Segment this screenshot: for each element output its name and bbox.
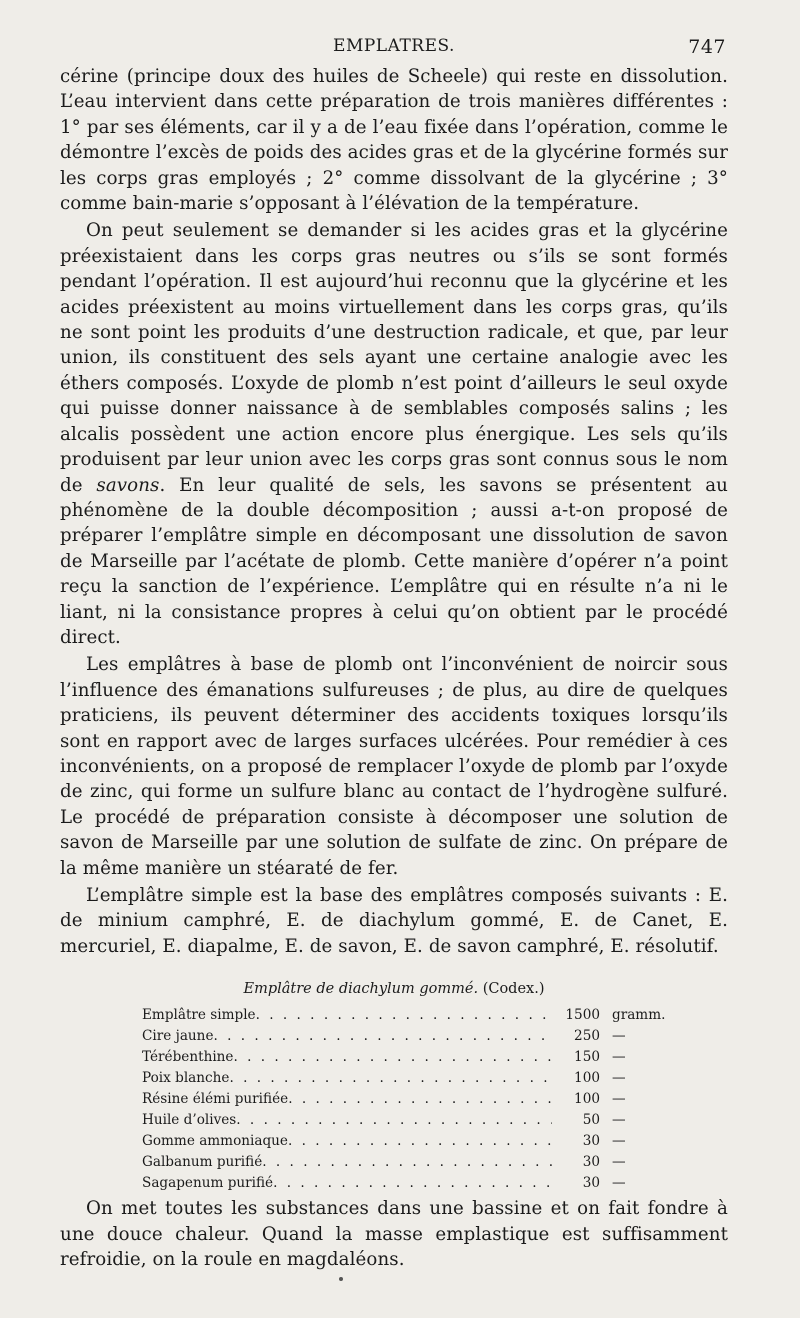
leader-dots xyxy=(288,1089,552,1110)
leader-dots xyxy=(233,1047,552,1068)
ingredient-name: Galbanum purifié xyxy=(142,1154,263,1171)
ingredient-row xyxy=(142,1110,682,1131)
paragraph-preexistence xyxy=(60,218,728,650)
ingredient-name: Emplâtre simple xyxy=(142,1007,256,1024)
leader-dots xyxy=(256,1005,552,1026)
recipe-title: Emplâtre de diachylum gommé. xyxy=(243,981,479,998)
ingredient-name: Poix blanche xyxy=(142,1070,230,1087)
ingredient-unit: — xyxy=(612,1112,626,1129)
ingredient-qty: 30 xyxy=(582,1133,600,1150)
ingredient-name: Résine élémi purifiée xyxy=(142,1091,289,1108)
ingredient-row xyxy=(142,1026,682,1047)
ingredient-unit: — xyxy=(612,1091,626,1108)
italic-term-savons: savons xyxy=(96,474,160,496)
paragraph-plomb-inconvenient: Les emplâtres à base de plomb ont l’inconvénient de noircir sous l’influence des émanations sulfureuses ; de plus, au dire de quelques praticiens, ils peuvent déterminer des accidents toxiques lorsqu’ils sont en rapport avec de larges surfaces ulcérées. Pour remédier à ces inconvénients, on a proposé de remplacer l’oxyde de plomb par l’oxyde de zinc, qui forme un sulfure blanc au contact de l’hydrogène sulfuré. Le procédé de préparation consiste à décomposer une solution de savon de Marseille par une solution de sulfate de zinc. On prépare de la même manière un stéaraté de fer. xyxy=(60,654,728,879)
ingredient-qty: 30 xyxy=(582,1154,600,1171)
ingredient-row xyxy=(142,1152,682,1173)
ingredient-name: Gomme ammoniaque xyxy=(142,1133,288,1150)
ingredient-unit: — xyxy=(612,1070,626,1087)
page-number: 747 xyxy=(688,36,726,58)
ingredient-name: Cire jaune xyxy=(142,1028,214,1045)
paragraph-emplatres-composes: L’emplâtre simple est la base des emplâtres composés suivants : E. de minium camphré, E. de diachylum gommé, E. de Canet, E. mercuriel, E. diapalme, E. de savon, E. de savon camphré, E. résolutif. xyxy=(60,885,728,957)
ingredient-unit: — xyxy=(612,1028,626,1045)
leader-dots xyxy=(288,1131,552,1152)
paragraph-text: . En leur qualité de sels, les savons se présentent au phénomène de la double décomposition ; aussi a-t-on proposé de préparer l’emplâtre simple en décomposant une dissolution de savon de Marseille par l’acétate de plomb. Cette manière d’opérer n’a point reçu la sanction de l’expérience. L’emplâtre qui en résulte n’a ni le liant, ni la consistance propres à celui qu’on obtient par le procédé direct. xyxy=(60,474,728,648)
ingredient-row xyxy=(142,1131,682,1152)
ingredient-qty: 250 xyxy=(574,1028,600,1045)
ingredient-qty: 100 xyxy=(574,1091,600,1108)
ingredient-name: Huile d’olives xyxy=(142,1112,237,1129)
ingredient-unit: — xyxy=(612,1175,626,1192)
ingredient-unit: gramm. xyxy=(612,1007,666,1024)
recipe-heading xyxy=(60,981,728,997)
ingredient-qty: 1500 xyxy=(565,1007,600,1024)
leader-dots xyxy=(214,1026,553,1047)
ingredient-qty: 30 xyxy=(582,1175,600,1192)
ingredient-row xyxy=(142,1089,682,1110)
page-header xyxy=(60,30,728,64)
ingredient-unit: — xyxy=(612,1154,626,1171)
leader-dots xyxy=(236,1110,552,1131)
leader-dots xyxy=(229,1068,552,1089)
leader-dots xyxy=(262,1152,552,1173)
ingredient-unit: — xyxy=(612,1049,626,1066)
leader-dots xyxy=(273,1173,552,1194)
paragraph-continued: cérine (principe doux des huiles de Scheele) qui reste en dissolution. L’eau intervient dans cette préparation de trois manières différentes : 1° par ses éléments, car il y a de l’eau fixée dans l’opération, comme le démontre l’excès de poids des acides gras et de la glycérine formés sur les corps gras employés ; 2° comme dissolvant de la glycérine ; 3° comme bain-marie s’opposant à l’élévation de la température. xyxy=(60,66,728,215)
ingredient-qty: 100 xyxy=(574,1070,600,1087)
ingredient-qty: 150 xyxy=(574,1049,600,1066)
ingredient-row xyxy=(142,1173,682,1194)
book-page xyxy=(60,30,728,1272)
paragraph-closing: On met toutes les substances dans une bassine et on fait fondre à une douce chaleur. Quand la masse emplastique est suffisamment refroidie, on la roule en magdaléons. xyxy=(60,1198,728,1271)
ink-speck xyxy=(339,1277,343,1281)
paragraph-text: On peut seulement se demander si les acides gras et la glycérine préexistaient dans les corps gras neutres ou s’ils se sont formés pendant l’opération. Il est aujourd’hui reconnu que la glycérine et les acides préexistent au moins virtuellement dans les corps gras, qu’ils ne sont point les produits d’une destruction radicale, et que, par leur union, ils constituent des sels ayant une certaine analogie avec les éthers composés. L’oxyde de plomb n’est point d’ailleurs le seul oxyde qui puisse donner naissance à de semblables composés salins ; les alcalis possèdent une action encore plus énergique. Les sels qu’ils produisent par leur union avec les corps gras sont connus sous le nom de xyxy=(60,220,728,496)
ingredient-row xyxy=(142,1047,682,1068)
ingredient-name: Térébenthine xyxy=(142,1049,234,1066)
ingredient-name: Sagapenum purifié xyxy=(142,1175,274,1192)
ingredient-table xyxy=(142,1005,682,1194)
recipe-source: (Codex.) xyxy=(482,981,545,998)
ingredient-unit: — xyxy=(612,1133,626,1150)
ingredient-qty: 50 xyxy=(582,1112,600,1129)
running-title: EMPLATRES. xyxy=(333,36,455,56)
ingredient-row xyxy=(142,1005,682,1026)
ingredient-row xyxy=(142,1068,682,1089)
